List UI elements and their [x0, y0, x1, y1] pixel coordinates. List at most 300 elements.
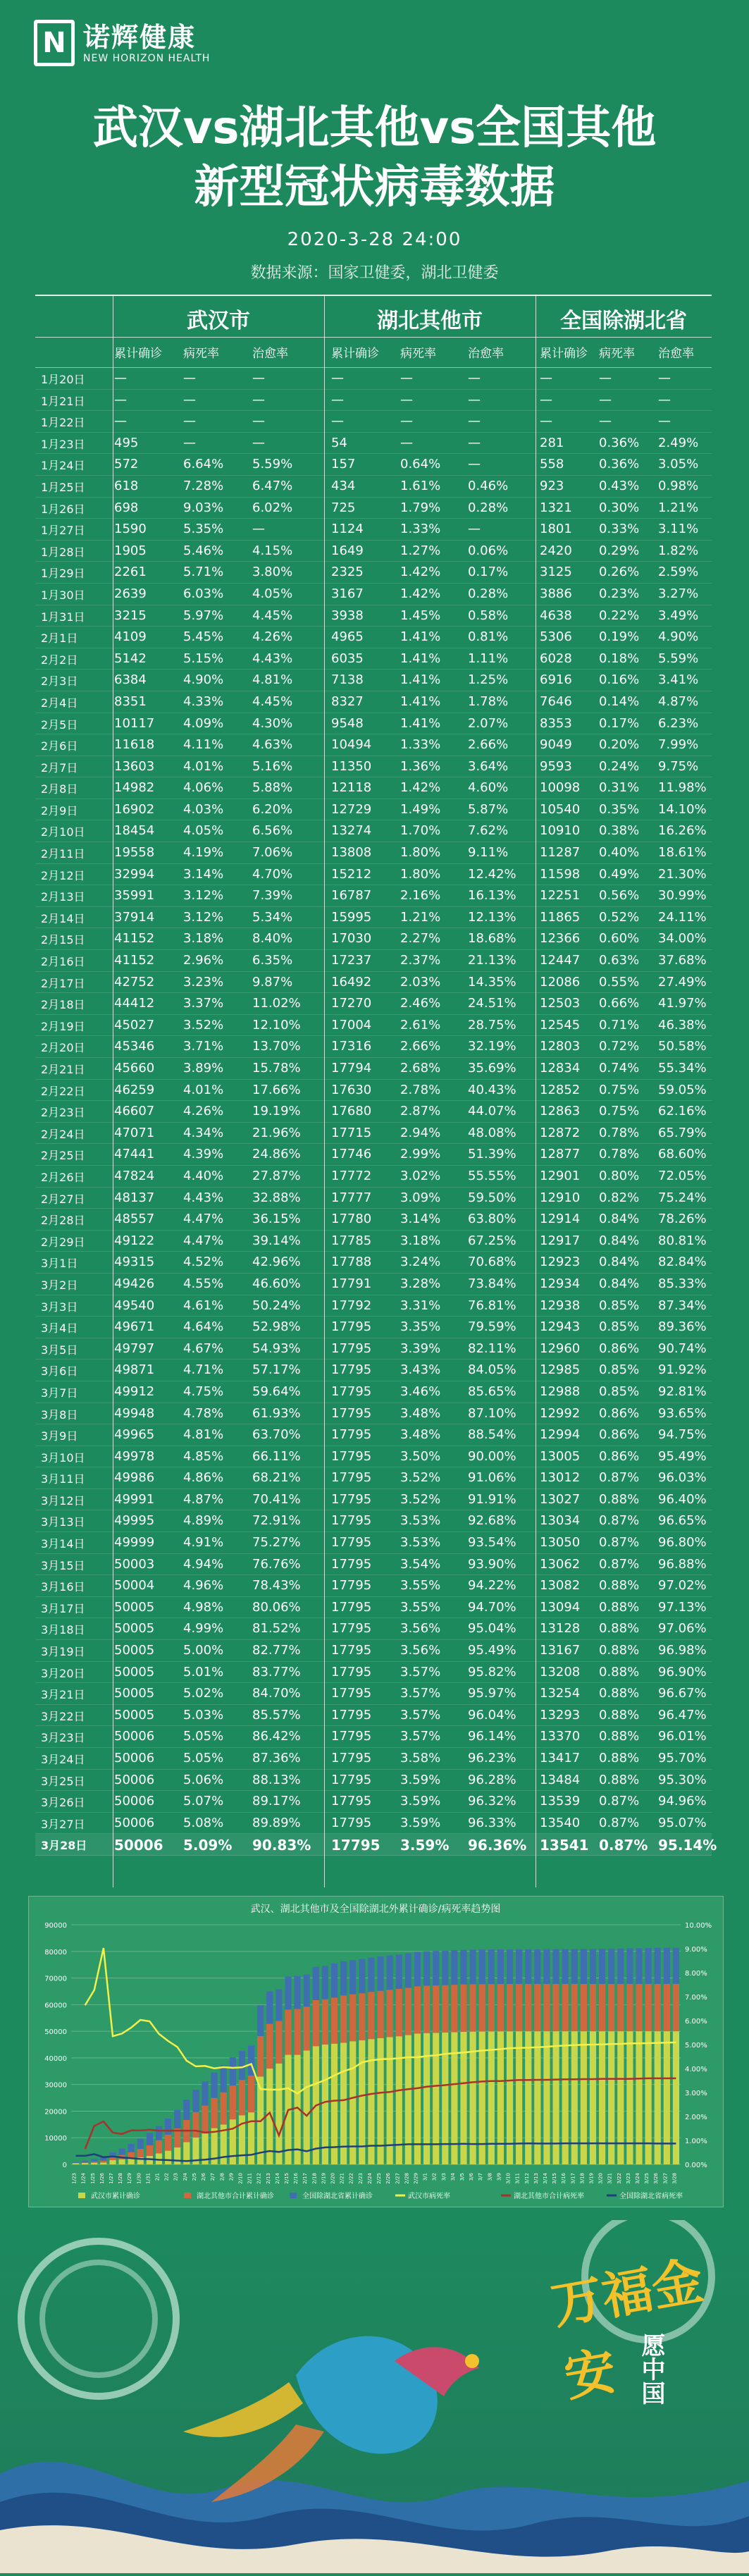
hubei-other-death-rate: 1.42% — [400, 565, 440, 579]
bar — [257, 2036, 264, 2076]
hubei-other-cases: 17795 — [331, 1751, 371, 1765]
national-other-cases: — — [540, 393, 552, 407]
wuhan-cure-rate: 87.36% — [252, 1751, 301, 1765]
national-other-cases: 2420 — [540, 543, 572, 558]
x-tick-label: 3/5 — [459, 2173, 465, 2181]
national-other-cases: 13167 — [540, 1643, 580, 1658]
bar — [552, 1949, 559, 1984]
row-date: 2月15日 — [41, 931, 85, 947]
national-other-death-rate: 0.88% — [599, 1751, 639, 1765]
bar — [562, 1984, 569, 2031]
hubei-other-death-rate: 3.59% — [400, 1794, 440, 1808]
x-tick-label: 3/16 — [561, 2172, 567, 2183]
x-tick-label: 2/26 — [385, 2172, 391, 2183]
hubei-other-death-rate: 2.87% — [400, 1104, 440, 1118]
x-tick-label: 3/10 — [506, 2173, 512, 2184]
hubei-other-cases: 3167 — [331, 586, 364, 601]
national-other-death-rate: 0.87% — [599, 1794, 639, 1808]
hubei-other-death-rate: 1.79% — [400, 500, 440, 515]
hubei-other-cure-rate: 9.11% — [468, 845, 508, 860]
national-other-death-rate: 0.33% — [599, 522, 639, 536]
x-tick-label: 3/22 — [617, 2173, 622, 2184]
wuhan-cases: 44412 — [114, 996, 154, 1011]
row-date: 1月23日 — [41, 436, 85, 452]
bar — [423, 1985, 430, 2033]
bar — [128, 2144, 135, 2152]
national-other-cure-rate: 97.06% — [658, 1621, 707, 1636]
national-other-cure-rate: 95.14% — [658, 1837, 717, 1854]
wuhan-cases: 49426 — [114, 1276, 154, 1291]
hubei-other-death-rate: 3.50% — [400, 1449, 440, 1464]
sub-header-cure-rate: 治愈率 — [252, 343, 288, 361]
wuhan-cure-rate: 54.93% — [252, 1341, 301, 1356]
hubei-other-death-rate: 3.55% — [400, 1600, 440, 1615]
table-row — [35, 541, 712, 562]
national-other-death-rate: 0.60% — [599, 931, 639, 946]
table-row — [35, 1360, 712, 1381]
national-other-cases: 12872 — [540, 1126, 580, 1140]
bar — [304, 1975, 310, 2007]
wuhan-cure-rate: — — [252, 414, 265, 429]
trend-chart — [28, 1896, 724, 2207]
hubei-other-cases: 725 — [331, 500, 355, 515]
national-other-cure-rate: 1.82% — [658, 543, 698, 558]
hubei-other-cases: 17795 — [331, 1837, 380, 1854]
hubei-other-cases: 17795 — [331, 1686, 371, 1701]
row-date: 2月22日 — [41, 1083, 85, 1099]
bar — [645, 1984, 652, 2031]
national-other-cases: 12366 — [540, 931, 580, 946]
bar — [82, 2161, 88, 2162]
x-tick-label: 3/18 — [579, 2173, 585, 2184]
bar — [451, 1985, 457, 2032]
hubei-other-death-rate: 1.80% — [400, 867, 440, 882]
national-other-death-rate: 0.88% — [599, 1686, 639, 1701]
bar — [387, 1955, 393, 1990]
x-tick-label: 3/1 — [423, 2173, 428, 2181]
hubei-other-cure-rate: 1.25% — [468, 672, 508, 687]
hubei-other-death-rate: 2.37% — [400, 953, 440, 968]
bar — [174, 2147, 180, 2164]
hubei-other-cure-rate: 93.90% — [468, 1557, 516, 1572]
bar — [617, 1984, 624, 2031]
national-other-cases: 13208 — [540, 1665, 580, 1680]
national-other-cure-rate: 41.97% — [658, 996, 707, 1011]
wuhan-cure-rate: 13.70% — [252, 1039, 301, 1054]
row-date: 3月16日 — [41, 1578, 85, 1594]
x-tick-label: 3/19 — [588, 2173, 594, 2184]
bar — [636, 1984, 642, 2031]
bar — [626, 1984, 633, 2031]
wuhan-cases: 49912 — [114, 1384, 154, 1399]
wuhan-cure-rate: 39.14% — [252, 1233, 301, 1248]
hubei-other-cases: 7138 — [331, 672, 364, 687]
hubei-other-cases: 1124 — [331, 522, 364, 536]
page-title-line2: 新型冠状病毒数据 — [0, 158, 749, 217]
hubei-other-cases: 17795 — [331, 1665, 371, 1680]
national-other-cases: 1321 — [540, 500, 572, 515]
hubei-other-cure-rate: — — [468, 522, 481, 536]
wuhan-cases: 49871 — [114, 1362, 154, 1377]
bar — [266, 1991, 273, 2023]
wuhan-cases: 50006 — [114, 1837, 163, 1854]
national-other-death-rate: 0.23% — [599, 586, 639, 601]
row-date: 2月11日 — [41, 845, 85, 861]
x-tick-label: 3/25 — [644, 2173, 650, 2184]
wuhan-cure-rate: 4.63% — [252, 737, 292, 752]
table-row — [35, 1834, 712, 1856]
hubei-other-cases: 15995 — [331, 910, 371, 925]
hubei-other-cases: 434 — [331, 479, 355, 493]
wuhan-cure-rate: 6.02% — [252, 500, 292, 515]
hubei-other-cure-rate: 70.68% — [468, 1255, 516, 1269]
wuhan-death-rate: 5.08% — [183, 1816, 223, 1830]
table-row — [35, 627, 712, 648]
y-tick-label: 0 — [63, 2162, 67, 2169]
national-other-cure-rate: 96.40% — [658, 1492, 707, 1507]
national-other-cure-rate: 16.26% — [658, 823, 707, 838]
national-other-cases: 13050 — [540, 1535, 580, 1550]
hubei-other-cases: 17795 — [331, 1578, 371, 1593]
national-other-cure-rate: 24.11% — [658, 910, 707, 925]
data-table — [35, 295, 712, 1856]
national-other-cases: 4638 — [540, 608, 572, 623]
wuhan-cure-rate: 75.27% — [252, 1535, 301, 1550]
wuhan-death-rate: 4.40% — [183, 1169, 223, 1183]
hubei-other-cure-rate: — — [468, 371, 481, 386]
bar — [359, 1993, 365, 2040]
wuhan-cases: — — [114, 414, 127, 429]
national-other-cases: 3125 — [540, 565, 572, 579]
hubei-other-cure-rate: 96.33% — [468, 1816, 516, 1830]
bar — [479, 1949, 485, 1984]
hubei-other-cure-rate: — — [468, 414, 481, 429]
national-other-cure-rate: 1.21% — [658, 500, 698, 515]
national-other-death-rate: 0.86% — [599, 1427, 639, 1442]
bar — [202, 2081, 208, 2105]
hubei-other-cases: 17715 — [331, 1126, 371, 1140]
legend-swatch — [290, 2193, 297, 2198]
x-tick-label: 3/21 — [607, 2173, 613, 2184]
bar — [451, 1950, 457, 1985]
hubei-other-death-rate: 3.39% — [400, 1341, 440, 1356]
table-row — [35, 842, 712, 864]
bar — [488, 1949, 495, 1984]
hubei-other-cure-rate: 0.28% — [468, 500, 508, 515]
hubei-other-cases: 17792 — [331, 1298, 371, 1313]
row-date: 2月27日 — [41, 1190, 85, 1207]
legend-swatch — [184, 2193, 191, 2198]
x-tick-label: 1/29 — [127, 2173, 132, 2184]
x-tick-label: 3/13 — [533, 2173, 539, 2184]
bar — [377, 1991, 383, 2038]
national-other-cases: 13128 — [540, 1621, 580, 1636]
wuhan-death-rate: 4.05% — [183, 823, 223, 838]
bar — [295, 2009, 301, 2054]
hubei-other-death-rate: 1.41% — [400, 716, 440, 731]
wuhan-cure-rate: 6.47% — [252, 479, 292, 493]
x-tick-label: 3/3 — [441, 2173, 447, 2181]
hubei-other-death-rate: 1.41% — [400, 629, 440, 644]
hubei-other-death-rate: — — [400, 393, 413, 407]
national-other-cases: 12985 — [540, 1362, 580, 1377]
national-other-cure-rate: 30.99% — [658, 888, 707, 903]
national-other-cure-rate: 93.65% — [658, 1406, 707, 1421]
national-other-death-rate: 0.88% — [599, 1492, 639, 1507]
wuhan-cases: 50006 — [114, 1794, 154, 1808]
wuhan-cases: 2261 — [114, 565, 147, 579]
hubei-other-death-rate: 3.18% — [400, 1233, 440, 1248]
bar — [82, 2163, 88, 2164]
bar — [118, 2148, 125, 2155]
wuhan-cure-rate: 4.81% — [252, 672, 292, 687]
wuhan-cases: 41152 — [114, 931, 154, 946]
bar — [174, 2110, 180, 2128]
hubei-other-cure-rate: — — [468, 436, 481, 450]
national-other-death-rate: 0.14% — [599, 694, 639, 709]
table-row — [35, 950, 712, 972]
table-row — [35, 1080, 712, 1102]
hubei-other-cases: 17746 — [331, 1147, 371, 1161]
row-date: 1月30日 — [41, 586, 85, 603]
wuhan-death-rate: 4.64% — [183, 1319, 223, 1334]
bar — [516, 1984, 522, 2031]
national-other-death-rate: 0.36% — [599, 436, 639, 450]
wuhan-death-rate: 5.05% — [183, 1751, 223, 1765]
wuhan-death-rate: 5.45% — [183, 629, 223, 644]
sub-header-death-rate: 病死率 — [599, 343, 635, 361]
wuhan-cure-rate: 32.88% — [252, 1190, 301, 1205]
national-other-cure-rate: 14.10% — [658, 802, 707, 817]
table-row — [35, 972, 712, 994]
blessing-text-1: 万福金安 — [545, 2233, 749, 2410]
national-other-death-rate: 0.35% — [599, 802, 639, 817]
table-row — [35, 691, 712, 713]
bar — [202, 2105, 208, 2133]
wuhan-cure-rate: 68.21% — [252, 1470, 301, 1485]
national-other-cases: 12901 — [540, 1169, 580, 1183]
x-tick-label: 2/6 — [201, 2172, 206, 2181]
x-tick-label: 3/7 — [478, 2173, 483, 2181]
row-date: 3月10日 — [41, 1449, 85, 1465]
wuhan-cure-rate: — — [252, 371, 265, 386]
national-other-cure-rate: 96.88% — [658, 1557, 707, 1572]
hubei-other-death-rate: 1.27% — [400, 543, 440, 558]
wuhan-cases: 50005 — [114, 1708, 154, 1723]
wuhan-cure-rate: 17.66% — [252, 1083, 301, 1097]
wuhan-cases: 45660 — [114, 1061, 154, 1076]
row-date: 1月24日 — [41, 457, 85, 473]
national-other-death-rate: 0.31% — [599, 780, 639, 795]
table-row — [35, 454, 712, 476]
wuhan-cases: 50006 — [114, 1729, 154, 1744]
national-other-death-rate: 0.63% — [599, 953, 639, 968]
national-other-cure-rate: 85.33% — [658, 1276, 707, 1291]
x-tick-label: 3/17 — [570, 2173, 576, 2184]
wuhan-cure-rate: 85.57% — [252, 1708, 301, 1723]
x-tick-label: 2/29 — [413, 2173, 419, 2184]
bar — [617, 2031, 624, 2164]
row-date: 2月1日 — [41, 629, 78, 646]
hubei-other-cases: 17795 — [331, 1794, 371, 1808]
table-row — [35, 1575, 712, 1597]
y2-tick-label: 5.00% — [685, 2042, 707, 2050]
bar — [295, 1976, 301, 2009]
hubei-other-cure-rate: 1.78% — [468, 694, 508, 709]
x-tick-label: 3/9 — [496, 2173, 502, 2181]
wuhan-cure-rate: 5.16% — [252, 759, 292, 774]
wuhan-cure-rate: 36.15% — [252, 1212, 301, 1226]
bar — [507, 1949, 513, 1984]
bar — [534, 1949, 540, 1984]
wuhan-cure-rate: 42.96% — [252, 1255, 301, 1269]
bar — [183, 2100, 190, 2120]
hubei-other-cases: 17316 — [331, 1039, 371, 1054]
national-other-cure-rate: 92.81% — [658, 1384, 707, 1399]
bar — [636, 2031, 642, 2164]
wuhan-cases: — — [114, 393, 127, 407]
hubei-other-cases: 17795 — [331, 1470, 371, 1485]
bar — [571, 2031, 578, 2164]
wuhan-cure-rate: 78.43% — [252, 1578, 301, 1593]
wuhan-cure-rate: 27.87% — [252, 1169, 301, 1183]
wuhan-cases: 8351 — [114, 694, 147, 709]
hubei-other-death-rate: 3.31% — [400, 1298, 440, 1313]
national-other-cases: 923 — [540, 479, 564, 493]
bar — [118, 2159, 125, 2164]
row-date: 1月26日 — [41, 500, 85, 517]
national-other-cases: 11598 — [540, 867, 580, 882]
wuhan-death-rate: 3.71% — [183, 1039, 223, 1054]
bar — [100, 2161, 106, 2163]
wuhan-cases: 50005 — [114, 1665, 154, 1680]
x-tick-label: 2/18 — [311, 2173, 317, 2184]
bar — [396, 1989, 402, 2036]
national-other-cure-rate: 3.05% — [658, 457, 698, 472]
group-national-other: 全国除湖北省 — [536, 303, 712, 334]
national-other-cases: 8353 — [540, 716, 572, 731]
hubei-other-cases: 1649 — [331, 543, 364, 558]
wuhan-cure-rate: 11.02% — [252, 996, 301, 1011]
hubei-other-cure-rate: 0.28% — [468, 586, 508, 601]
national-other-cure-rate: 90.74% — [658, 1341, 707, 1356]
national-other-cure-rate: 5.59% — [658, 651, 698, 666]
row-date: 2月24日 — [41, 1126, 85, 1142]
y2-tick-label: 0.00% — [685, 2162, 707, 2169]
national-other-death-rate: 0.85% — [599, 1319, 639, 1334]
wuhan-death-rate: 5.46% — [183, 543, 223, 558]
national-other-cases: 12863 — [540, 1104, 580, 1118]
hubei-other-cases: 17795 — [331, 1816, 371, 1830]
wuhan-cases: 50006 — [114, 1773, 154, 1787]
x-tick-label: 3/12 — [524, 2173, 530, 2184]
hubei-other-cure-rate: 2.66% — [468, 737, 508, 752]
hubei-other-cure-rate: 91.06% — [468, 1470, 516, 1485]
hubei-other-cure-rate: 1.11% — [468, 651, 508, 666]
wuhan-cases: 50005 — [114, 1600, 154, 1615]
hubei-other-cases: 17270 — [331, 996, 371, 1011]
row-date: 3月4日 — [41, 1319, 78, 1336]
national-other-death-rate: — — [599, 414, 612, 429]
wuhan-death-rate: 4.01% — [183, 759, 223, 774]
hubei-other-cure-rate: 28.75% — [468, 1018, 516, 1033]
chart-title: 武汉、湖北其他市及全国除湖北外累计确诊/病死率趋势图 — [251, 1903, 501, 1915]
wuhan-cure-rate: 4.05% — [252, 586, 292, 601]
wuhan-death-rate: 4.75% — [183, 1384, 223, 1399]
national-other-cases: 281 — [540, 436, 564, 450]
bar — [313, 1967, 319, 2000]
national-other-death-rate: 0.87% — [599, 1513, 639, 1528]
bar — [276, 1990, 282, 2021]
hubei-other-death-rate: 2.68% — [400, 1061, 440, 1076]
bar — [655, 1984, 661, 2031]
national-other-cure-rate: 37.68% — [658, 953, 707, 968]
wuhan-cases: 3215 — [114, 608, 147, 623]
table-row — [35, 1338, 712, 1360]
table-row — [35, 1770, 712, 1792]
wuhan-cases: 49991 — [114, 1492, 154, 1507]
national-other-death-rate: 0.66% — [599, 996, 639, 1011]
hubei-other-cases: 17785 — [331, 1233, 371, 1248]
y2-tick-label: 8.00% — [685, 1970, 707, 1978]
wuhan-death-rate: 9.03% — [183, 500, 223, 515]
hubei-other-cases: 17795 — [331, 1427, 371, 1442]
x-tick-label: 3/26 — [653, 2172, 659, 2183]
wuhan-death-rate: — — [183, 436, 196, 450]
row-date: 3月27日 — [41, 1816, 85, 1832]
wuhan-death-rate: 4.99% — [183, 1621, 223, 1636]
column-divider — [324, 295, 325, 1887]
wuhan-cases: 49315 — [114, 1255, 154, 1269]
hubei-other-cure-rate: 5.87% — [468, 802, 508, 817]
hubei-other-cure-rate: 0.46% — [468, 479, 508, 493]
hubei-other-cases: 17004 — [331, 1018, 371, 1033]
bar — [433, 1985, 439, 2033]
national-other-death-rate: 0.78% — [599, 1147, 639, 1161]
wuhan-death-rate: 7.28% — [183, 479, 223, 493]
wuhan-cure-rate: 21.96% — [252, 1126, 301, 1140]
x-tick-label: 1/25 — [90, 2173, 96, 2184]
hubei-other-cure-rate: 12.13% — [468, 910, 516, 925]
y2-tick-label: 9.00% — [685, 1946, 707, 1954]
hubei-other-cure-rate: 87.10% — [468, 1406, 516, 1421]
national-other-death-rate: 0.43% — [599, 479, 639, 493]
row-date: 2月2日 — [41, 651, 78, 667]
wuhan-death-rate: 4.26% — [183, 1104, 223, 1118]
legend-label: 湖北其他市合计累计确诊 — [197, 2191, 274, 2200]
hubei-other-cure-rate: 91.91% — [468, 1492, 516, 1507]
table-row — [35, 670, 712, 691]
national-other-death-rate: — — [599, 371, 612, 386]
national-other-cure-rate: 18.61% — [658, 845, 707, 860]
sub-header-cure-rate: 治愈率 — [658, 343, 694, 361]
wuhan-cases: — — [114, 371, 127, 386]
x-tick-label: 2/8 — [219, 2173, 225, 2181]
wuhan-cure-rate: 6.35% — [252, 953, 292, 968]
hubei-other-cases: 9548 — [331, 716, 364, 731]
hubei-other-cases: 12729 — [331, 802, 371, 817]
bar — [599, 1949, 605, 1984]
hubei-other-death-rate: 3.55% — [400, 1578, 440, 1593]
bar — [590, 2031, 596, 2164]
table-row — [35, 864, 712, 886]
hubei-other-cases: 13808 — [331, 845, 371, 860]
national-other-death-rate: 0.16% — [599, 672, 639, 687]
hubei-other-cure-rate: 92.68% — [468, 1513, 516, 1528]
bar — [562, 2031, 569, 2164]
national-other-death-rate: 0.88% — [599, 1621, 639, 1636]
national-other-cure-rate: 95.49% — [658, 1449, 707, 1464]
